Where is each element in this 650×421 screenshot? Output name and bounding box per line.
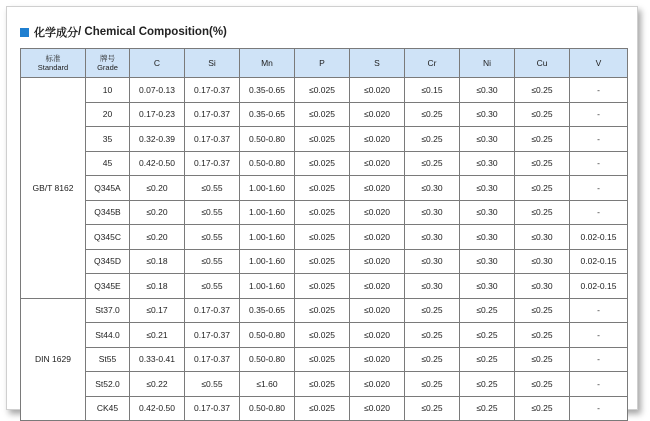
value-cell: 0.42-0.50 — [130, 396, 185, 421]
section-title — [20, 25, 227, 39]
header-element: S — [350, 49, 405, 78]
value-cell: ≤0.020 — [350, 78, 405, 103]
value-cell: 0.35-0.65 — [240, 78, 295, 103]
header-element: C — [130, 49, 185, 78]
value-cell: ≤0.025 — [295, 372, 350, 397]
grade-cell: St37.0 — [86, 298, 130, 323]
value-cell: ≤0.25 — [405, 102, 460, 127]
value-cell: ≤0.15 — [405, 78, 460, 103]
value-cell: ≤0.25 — [405, 298, 460, 323]
header-element: Cr — [405, 49, 460, 78]
value-cell: 0.35-0.65 — [240, 102, 295, 127]
header-grade-cn: 牌号 — [100, 54, 115, 63]
value-cell: ≤0.25 — [515, 200, 570, 225]
value-cell: ≤0.020 — [350, 127, 405, 152]
grade-cell: 20 — [86, 102, 130, 127]
grade-cell: St52.0 — [86, 372, 130, 397]
value-cell: - — [570, 151, 628, 176]
grade-cell: 45 — [86, 151, 130, 176]
value-cell: - — [570, 347, 628, 372]
value-cell: 0.50-0.80 — [240, 151, 295, 176]
value-cell: 0.33-0.41 — [130, 347, 185, 372]
value-cell: ≤0.18 — [130, 249, 185, 274]
grade-cell: St44.0 — [86, 323, 130, 348]
grade-cell: Q345A — [86, 176, 130, 201]
value-cell: ≤0.020 — [350, 102, 405, 127]
value-cell: ≤0.30 — [405, 274, 460, 299]
value-cell: ≤0.25 — [515, 323, 570, 348]
value-cell: ≤0.25 — [405, 347, 460, 372]
table-row — [21, 249, 628, 274]
value-cell: - — [570, 78, 628, 103]
value-cell: 0.17-0.37 — [185, 78, 240, 103]
value-cell: - — [570, 176, 628, 201]
value-cell: ≤0.30 — [460, 249, 515, 274]
value-cell: ≤0.025 — [295, 78, 350, 103]
header-standard — [21, 49, 86, 78]
value-cell: ≤0.020 — [350, 323, 405, 348]
value-cell: ≤0.55 — [185, 274, 240, 299]
value-cell: 1.00-1.60 — [240, 200, 295, 225]
value-cell: ≤0.55 — [185, 200, 240, 225]
header-element: V — [570, 49, 628, 78]
value-cell: ≤0.025 — [295, 323, 350, 348]
value-cell: ≤0.30 — [460, 176, 515, 201]
value-cell: ≤0.25 — [460, 298, 515, 323]
value-cell: 1.00-1.60 — [240, 249, 295, 274]
value-cell: 0.50-0.80 — [240, 323, 295, 348]
value-cell: ≤0.30 — [405, 225, 460, 250]
value-cell: ≤0.025 — [295, 347, 350, 372]
value-cell: ≤0.25 — [405, 151, 460, 176]
value-cell: ≤0.020 — [350, 298, 405, 323]
value-cell: - — [570, 372, 628, 397]
value-cell: ≤0.020 — [350, 347, 405, 372]
table-body — [21, 78, 628, 421]
value-cell: - — [570, 396, 628, 421]
value-cell: ≤0.020 — [350, 396, 405, 421]
value-cell: 1.00-1.60 — [240, 225, 295, 250]
header-element: P — [295, 49, 350, 78]
value-cell: 0.17-0.37 — [185, 396, 240, 421]
value-cell: ≤0.55 — [185, 249, 240, 274]
value-cell: 1.00-1.60 — [240, 274, 295, 299]
title-en: / Chemical Composition(%) — [78, 26, 227, 38]
value-cell: ≤0.25 — [515, 151, 570, 176]
value-cell: 0.50-0.80 — [240, 127, 295, 152]
value-cell: ≤0.020 — [350, 274, 405, 299]
header-element: Cu — [515, 49, 570, 78]
value-cell: ≤0.25 — [405, 323, 460, 348]
grade-cell: Q345D — [86, 249, 130, 274]
value-cell: ≤0.025 — [295, 102, 350, 127]
value-cell: ≤0.020 — [350, 372, 405, 397]
value-cell: ≤0.25 — [515, 396, 570, 421]
table-row — [21, 323, 628, 348]
table-row — [21, 151, 628, 176]
header-grade — [86, 49, 130, 78]
header-standard-cn: 标准 — [45, 54, 61, 63]
value-cell: ≤0.30 — [460, 151, 515, 176]
value-cell: ≤0.55 — [185, 176, 240, 201]
value-cell: ≤0.025 — [295, 274, 350, 299]
value-cell: ≤0.025 — [295, 151, 350, 176]
value-cell: - — [570, 200, 628, 225]
value-cell: ≤0.020 — [350, 200, 405, 225]
value-cell: ≤0.25 — [515, 298, 570, 323]
value-cell: ≤1.60 — [240, 372, 295, 397]
value-cell: 0.17-0.37 — [185, 151, 240, 176]
title-square-icon — [20, 28, 29, 37]
value-cell: 0.17-0.37 — [185, 127, 240, 152]
value-cell: ≤0.25 — [515, 127, 570, 152]
value-cell: ≤0.30 — [405, 200, 460, 225]
table-row — [21, 225, 628, 250]
value-cell: ≤0.25 — [460, 372, 515, 397]
table-row — [21, 347, 628, 372]
value-cell: 0.32-0.39 — [130, 127, 185, 152]
value-cell: 0.07-0.13 — [130, 78, 185, 103]
value-cell: 0.17-0.37 — [185, 323, 240, 348]
header-standard-en: Standard — [37, 63, 69, 72]
value-cell: - — [570, 298, 628, 323]
value-cell: 0.02-0.15 — [570, 274, 628, 299]
table-row — [21, 127, 628, 152]
grade-cell: Q345C — [86, 225, 130, 250]
value-cell: 0.35-0.65 — [240, 298, 295, 323]
value-cell: ≤0.025 — [295, 200, 350, 225]
header-grade-en: Grade — [97, 63, 118, 72]
value-cell: ≤0.25 — [515, 78, 570, 103]
grade-cell: CK45 — [86, 396, 130, 421]
value-cell: 0.50-0.80 — [240, 347, 295, 372]
value-cell: ≤0.30 — [515, 225, 570, 250]
value-cell: 0.42-0.50 — [130, 151, 185, 176]
value-cell: ≤0.025 — [295, 298, 350, 323]
value-cell: ≤0.21 — [130, 323, 185, 348]
value-cell: 0.50-0.80 — [240, 396, 295, 421]
value-cell: ≤0.25 — [460, 396, 515, 421]
value-cell: 0.17-0.23 — [130, 102, 185, 127]
value-cell: ≤0.30 — [460, 102, 515, 127]
value-cell: 0.17-0.37 — [185, 298, 240, 323]
value-cell: ≤0.25 — [460, 323, 515, 348]
value-cell: ≤0.020 — [350, 249, 405, 274]
value-cell: 0.17-0.37 — [185, 102, 240, 127]
value-cell: ≤0.30 — [460, 78, 515, 103]
value-cell: ≤0.25 — [515, 176, 570, 201]
value-cell: 0.02-0.15 — [570, 249, 628, 274]
title-cn: 化学成分 — [34, 26, 78, 39]
header-element: Mn — [240, 49, 295, 78]
table-row — [21, 78, 628, 103]
value-cell: ≤0.025 — [295, 249, 350, 274]
value-cell: ≤0.020 — [350, 151, 405, 176]
value-cell: ≤0.25 — [460, 347, 515, 372]
value-cell: ≤0.025 — [295, 176, 350, 201]
value-cell: ≤0.025 — [295, 127, 350, 152]
value-cell: ≤0.18 — [130, 274, 185, 299]
value-cell: ≤0.025 — [295, 396, 350, 421]
value-cell: ≤0.020 — [350, 225, 405, 250]
value-cell: 0.02-0.15 — [570, 225, 628, 250]
value-cell: - — [570, 127, 628, 152]
value-cell: ≤0.025 — [295, 225, 350, 250]
table-row — [21, 372, 628, 397]
value-cell: ≤0.30 — [405, 176, 460, 201]
value-cell: 0.17-0.37 — [185, 347, 240, 372]
value-cell: ≤0.30 — [460, 127, 515, 152]
value-cell: ≤0.20 — [130, 200, 185, 225]
value-cell: ≤0.25 — [515, 372, 570, 397]
value-cell: ≤0.20 — [130, 225, 185, 250]
value-cell: ≤0.30 — [460, 274, 515, 299]
value-cell: - — [570, 323, 628, 348]
composition-table — [20, 48, 628, 421]
table-row — [21, 102, 628, 127]
value-cell: ≤0.20 — [130, 176, 185, 201]
value-cell: ≤0.25 — [405, 396, 460, 421]
header-element: Si — [185, 49, 240, 78]
value-cell: ≤0.30 — [460, 225, 515, 250]
value-cell: - — [570, 102, 628, 127]
table-row — [21, 274, 628, 299]
grade-cell: Q345B — [86, 200, 130, 225]
grade-cell: Q345E — [86, 274, 130, 299]
value-cell: ≤0.25 — [405, 372, 460, 397]
value-cell: ≤0.25 — [405, 127, 460, 152]
value-cell: ≤0.25 — [515, 102, 570, 127]
value-cell: 1.00-1.60 — [240, 176, 295, 201]
value-cell: ≤0.55 — [185, 372, 240, 397]
value-cell: ≤0.30 — [460, 200, 515, 225]
value-cell: ≤0.25 — [515, 347, 570, 372]
value-cell: ≤0.17 — [130, 298, 185, 323]
standard-cell: GB/T 8162 — [21, 78, 86, 299]
value-cell: ≤0.22 — [130, 372, 185, 397]
standard-cell: DIN 1629 — [21, 298, 86, 421]
value-cell: ≤0.020 — [350, 176, 405, 201]
grade-cell: 35 — [86, 127, 130, 152]
value-cell: ≤0.55 — [185, 225, 240, 250]
table-row — [21, 396, 628, 421]
header-row — [21, 49, 628, 78]
grade-cell: St55 — [86, 347, 130, 372]
header-element: Ni — [460, 49, 515, 78]
table-row — [21, 298, 628, 323]
grade-cell: 10 — [86, 78, 130, 103]
value-cell: ≤0.30 — [515, 249, 570, 274]
table-row — [21, 176, 628, 201]
value-cell: ≤0.30 — [405, 249, 460, 274]
value-cell: ≤0.30 — [515, 274, 570, 299]
table-row — [21, 200, 628, 225]
